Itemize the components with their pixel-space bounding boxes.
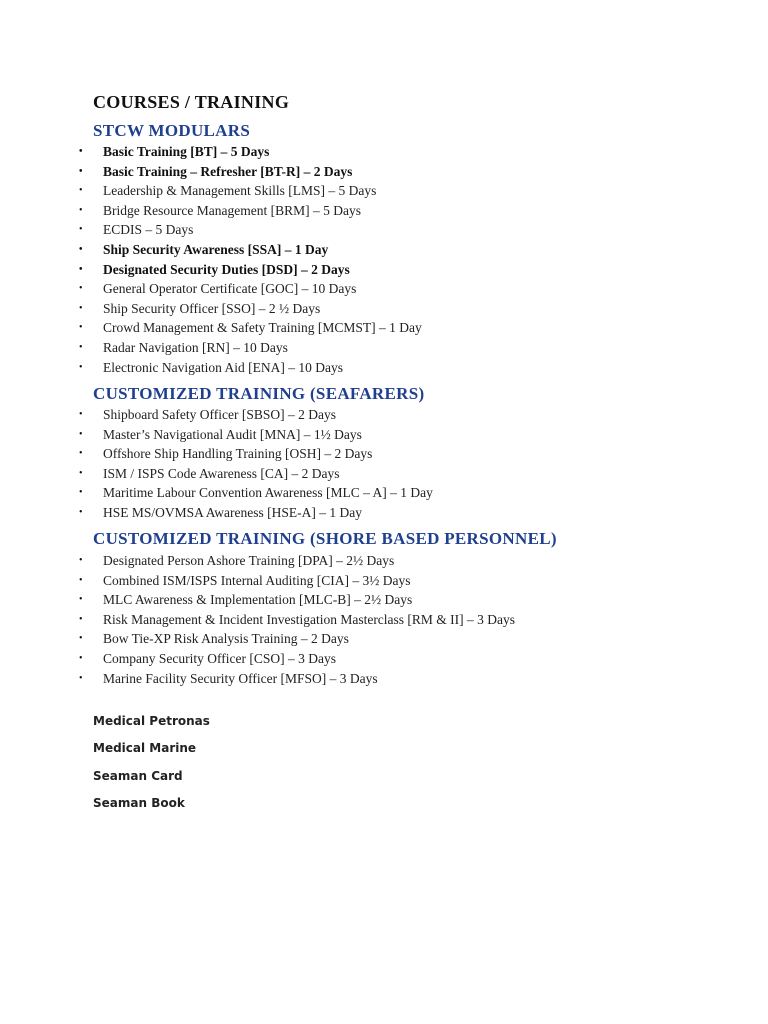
bullet-icon: • (79, 672, 83, 684)
bullet-icon: • (79, 409, 83, 420)
bullet-icon: • (79, 555, 83, 566)
course-item (0, 464, 433, 484)
course-item-text: Basic Training [BT] – 5 Days (103, 144, 270, 159)
course-item-text: General Operator Certificate [GOC] – 10 Days (103, 281, 357, 297)
bullet-icon: • (79, 185, 83, 197)
course-item-text: Ship Security Awareness [SSA] – 1 Day (103, 241, 329, 257)
course-item (0, 318, 422, 338)
bullet-icon: • (79, 613, 83, 625)
course-item (0, 220, 422, 240)
bullet-icon: • (79, 633, 83, 645)
course-item-text: Bow Tie-XP Risk Analysis Training – 2 Days (103, 631, 349, 647)
course-item (0, 338, 422, 358)
course-item-text: Offshore Ship Handling Training [OSH] – 2 Days (103, 446, 373, 462)
course-item (0, 483, 433, 503)
course-item (0, 444, 433, 464)
course-item-text: Leadership & Management Skills [LMS] – 5 Days (103, 183, 377, 199)
extra-item: Seaman Book (93, 796, 185, 811)
course-list-customized-seafarers (0, 405, 433, 523)
course-item (0, 279, 422, 299)
bullet-icon: • (79, 428, 83, 440)
course-item (0, 181, 422, 201)
course-item (0, 162, 422, 182)
bullet-icon: • (79, 487, 83, 499)
course-item-text: Marine Facility Security Officer [MFSO] – 3 Days (103, 670, 378, 686)
course-item (0, 629, 515, 649)
course-item (0, 358, 422, 378)
course-item-text: Shipboard Safety Officer [SBSO] – 2 Days (103, 407, 336, 422)
course-item (0, 405, 433, 425)
course-item-text: Risk Management & Incident Investigation Masterclass [RM & II] – 3 Days (103, 611, 516, 627)
bullet-icon: • (79, 594, 83, 606)
course-item-text: Maritime Labour Convention Awareness [MLC – A] – 1 Day (103, 485, 433, 501)
bullet-icon: • (79, 283, 83, 295)
course-item-text: Combined ISM/ISPS Internal Auditing [CIA] – 3½ Days (103, 572, 411, 588)
course-item-text: Designated Security Duties [DSD] – 2 Days (103, 261, 350, 277)
course-item (0, 260, 422, 280)
bullet-icon: • (79, 224, 83, 236)
course-item-text: Electronic Navigation Aid [ENA] – 10 Days (103, 359, 343, 375)
course-item-text: Basic Training – Refresher [BT-R] – 2 Days (103, 163, 353, 179)
bullet-icon: • (79, 341, 83, 353)
bullet-icon: • (79, 574, 83, 586)
course-item (0, 551, 515, 571)
course-item (0, 649, 515, 669)
course-item (0, 669, 515, 689)
bullet-icon: • (79, 146, 83, 157)
course-item (0, 425, 433, 445)
course-item-text: HSE MS/OVMSA Awareness [HSE-A] – 1 Day (103, 504, 363, 520)
course-item (0, 610, 515, 630)
section-heading-stcw-modulars: STCW MODULARS (93, 121, 251, 140)
course-item-text: Radar Navigation [RN] – 10 Days (103, 339, 288, 355)
section-heading-customized-shore-based: CUSTOMIZED TRAINING (SHORE BASED PERSONNEL) (93, 529, 557, 548)
course-item-text: Bridge Resource Management [BRM] – 5 Days (103, 202, 361, 218)
bullet-icon: • (79, 448, 83, 460)
bullet-icon: • (79, 243, 83, 255)
course-item-text: Master’s Navigational Audit [MNA] – 1½ Days (103, 426, 362, 442)
extras-list (93, 711, 210, 821)
course-list-customized-shore-based (0, 551, 515, 688)
course-item (0, 201, 422, 221)
bullet-icon: • (79, 263, 83, 275)
course-item-text: Designated Person Ashore Training [DPA] – 2½ Days (103, 553, 395, 568)
course-item (0, 503, 433, 523)
course-item-text: Company Security Officer [CSO] – 3 Days (103, 650, 336, 666)
bullet-icon: • (79, 652, 83, 664)
course-item-text: Ship Security Officer [SSO] – 2 ½ Days (103, 300, 321, 316)
course-item-text: ISM / ISPS Code Awareness [CA] – 2 Days (103, 465, 340, 481)
bullet-icon: • (79, 204, 83, 216)
extra-item: Medical Petronas (93, 714, 210, 728)
course-item (0, 240, 422, 260)
bullet-icon: • (79, 361, 83, 373)
course-item-text: Crowd Management & Safety Training [MCMST] – 1 Day (103, 320, 422, 336)
course-item (0, 299, 422, 319)
bullet-icon: • (79, 322, 83, 334)
bullet-icon: • (79, 302, 83, 314)
course-item (0, 590, 515, 610)
course-item (0, 142, 422, 162)
course-item (0, 571, 515, 591)
section-heading-customized-seafarers: CUSTOMIZED TRAINING (SEAFARERS) (93, 384, 425, 403)
bullet-icon: • (79, 467, 83, 479)
course-item-text: ECDIS – 5 Days (103, 222, 194, 238)
extra-item: Medical Marine (93, 741, 197, 756)
bullet-icon: • (79, 165, 83, 177)
course-list-stcw-modulars (0, 142, 422, 377)
bullet-icon: • (79, 506, 83, 518)
course-item-text: MLC Awareness & Implementation [MLC-B] – 2½ Days (103, 592, 413, 608)
page-title: COURSES / TRAINING (93, 92, 290, 112)
extra-item: Seaman Card (93, 768, 183, 783)
